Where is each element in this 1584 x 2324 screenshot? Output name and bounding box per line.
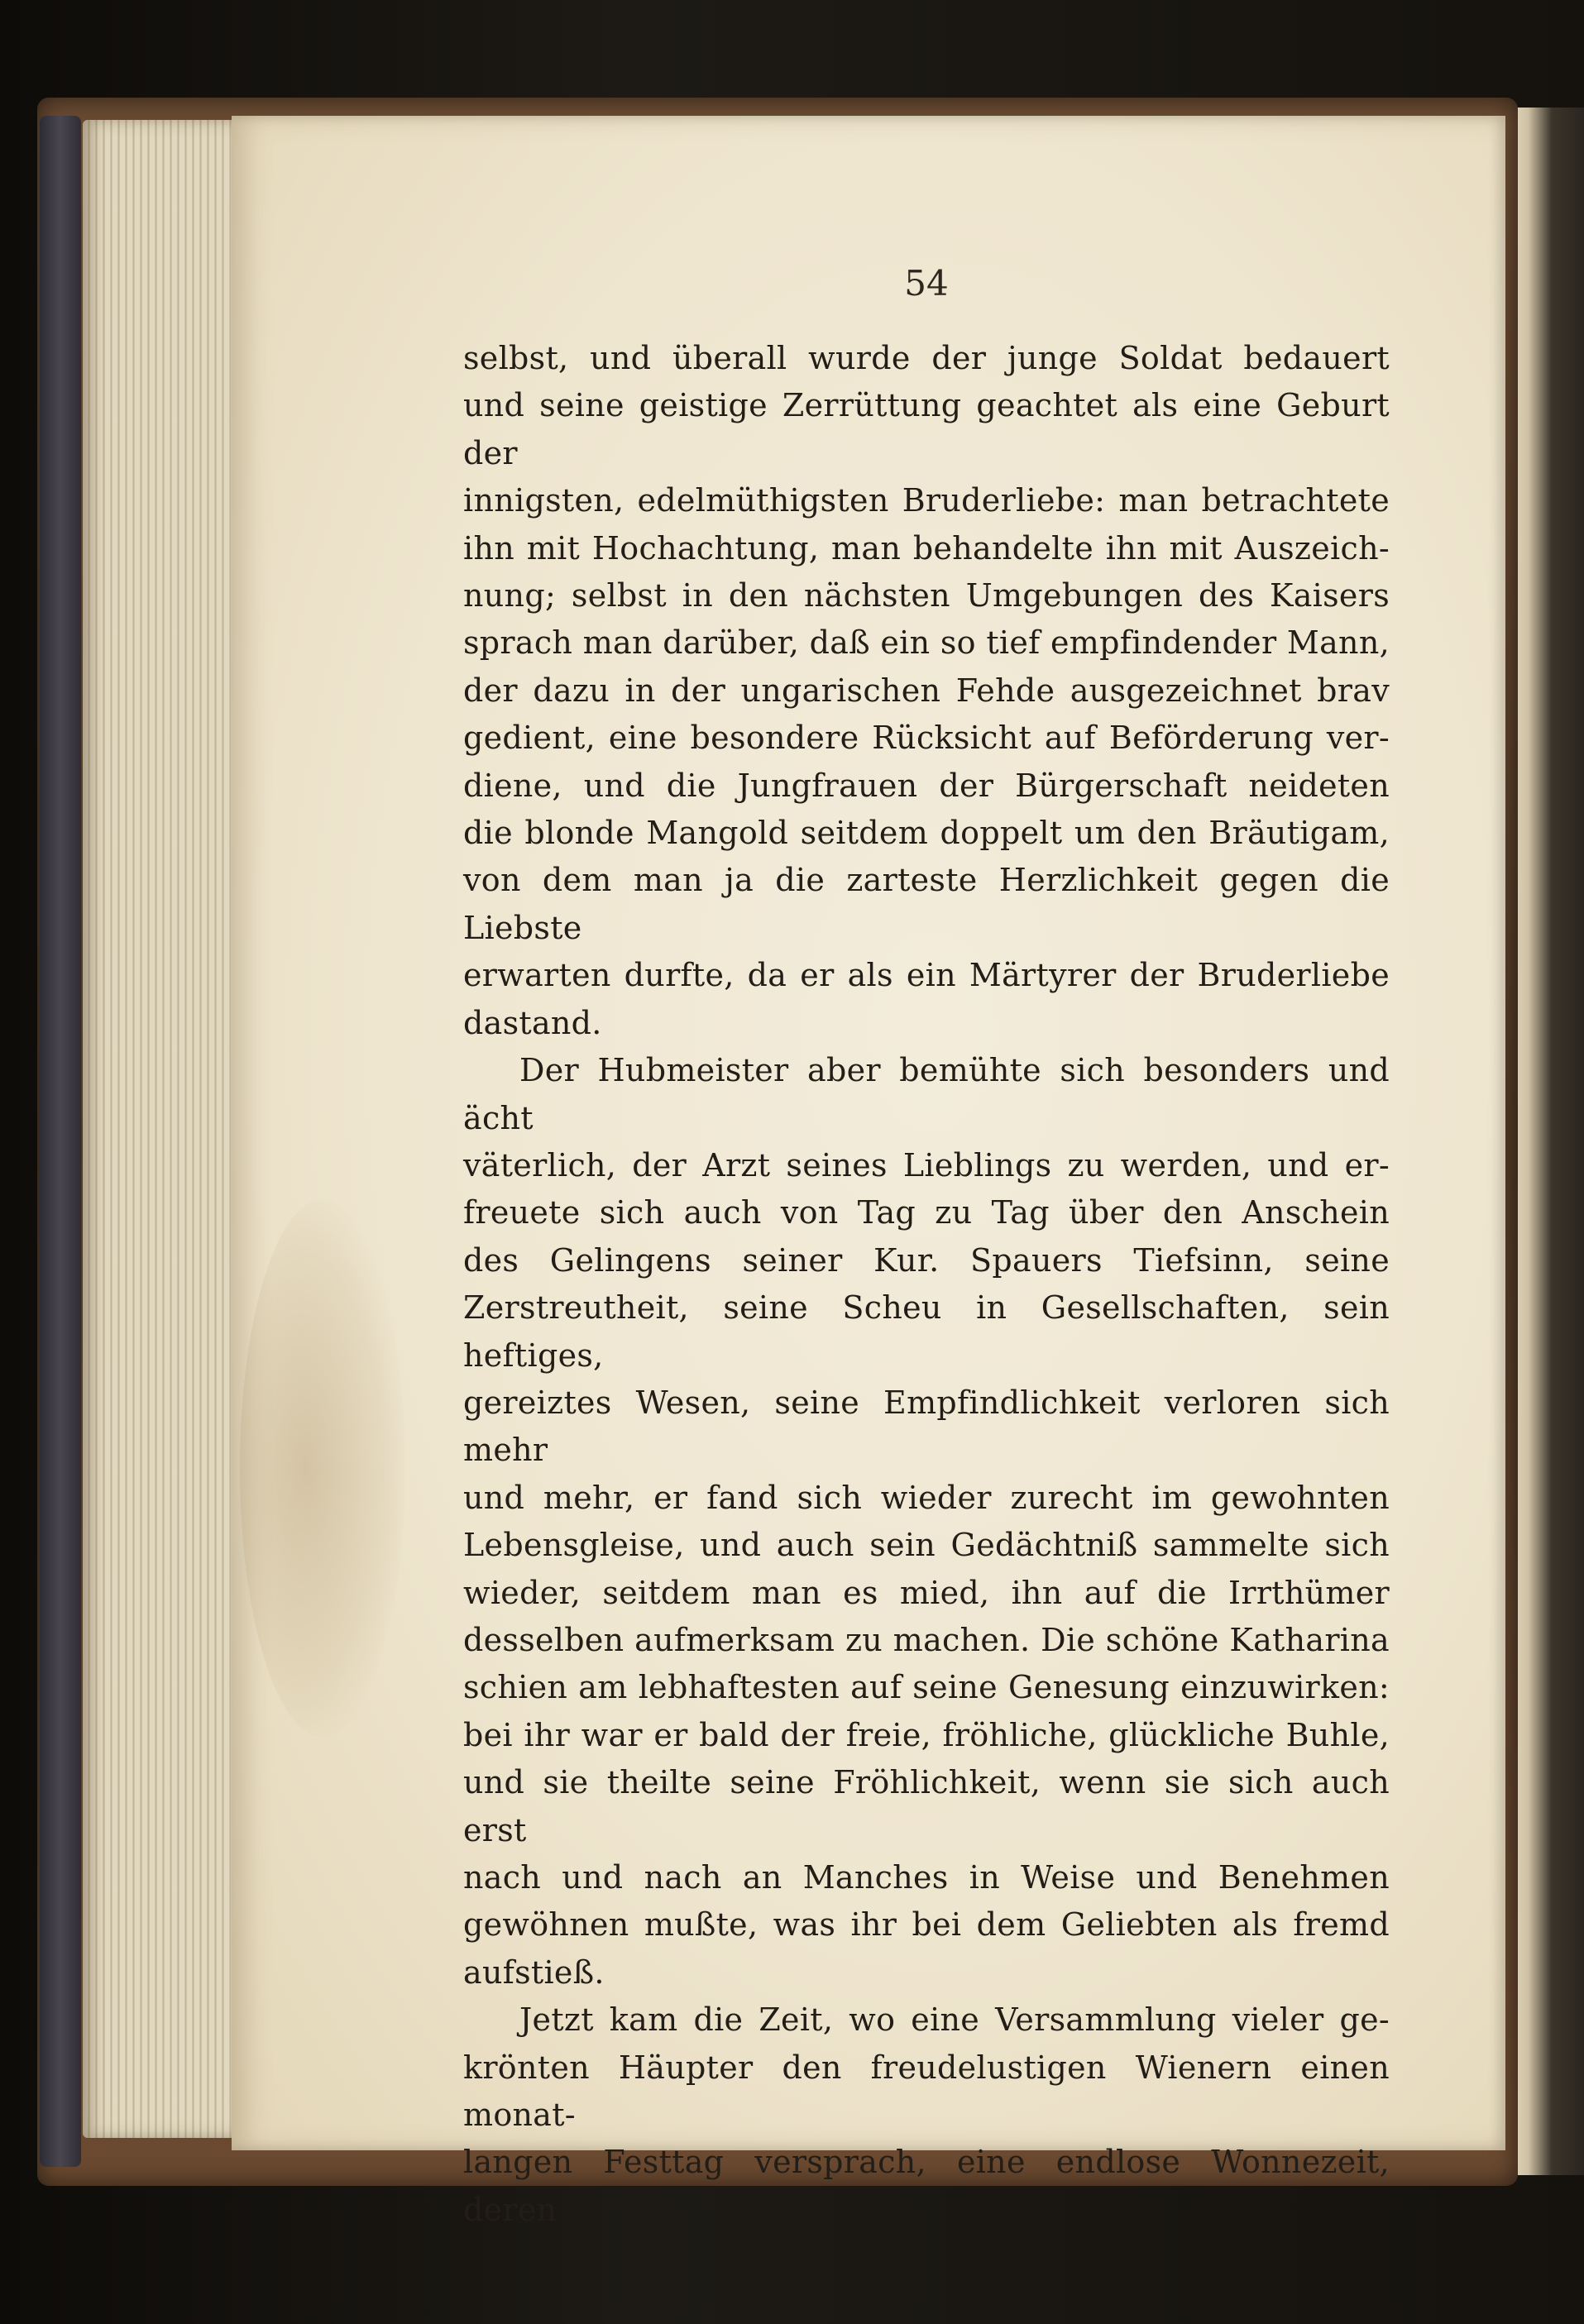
text-line: des Gelingens seiner Kur. Spauers Tiefsinn, seine	[463, 1241, 1390, 1279]
text-line: und sie theilte seine Fröhlichkeit, wenn sie sich auch erst	[463, 1764, 1390, 1848]
text-line: Lebensgleise, und auch sein Gedächtniß sammelte sich	[463, 1527, 1390, 1564]
page-stain	[240, 1199, 405, 1737]
text-line: sprach man darüber, daß ein so tief empfindender Mann,	[463, 624, 1390, 662]
page-number: 54	[904, 263, 949, 304]
text-line: ihn mit Hochachtung, man behandelte ihn mit Auszeich-	[463, 529, 1390, 567]
text-line: erwarten durfte, da er als ein Märtyrer der Bruderliebe	[463, 957, 1390, 994]
text-line: desselben aufmerksam zu machen. Die schöne Katharina	[463, 1621, 1390, 1658]
page-text	[463, 335, 1390, 2234]
text-line: langen Festtag versprach, eine endlose Wonnezeit, deren	[463, 2144, 1390, 2228]
text-line: freuete sich auch von Tag zu Tag über den Anschein	[463, 1194, 1390, 1231]
text-line: diene, und die Jungfrauen der Bürgerschaft neideten	[463, 767, 1390, 804]
text-line: gewöhnen mußte, was ihr bei dem Geliebten als fremd	[463, 1906, 1390, 1944]
text-line: Der Hubmeister aber bemühte sich besonders und ächt	[463, 1052, 1390, 1136]
text-line: bei ihr war er bald der freie, fröhliche, glückliche Buhle,	[463, 1716, 1390, 1753]
page-stack-edges	[83, 120, 240, 2138]
text-line: dastand.	[463, 1004, 602, 1041]
text-line: schien am lebhaftesten auf seine Genesung einzuwirken:	[463, 1669, 1390, 1706]
text-line: aufstieß.	[463, 1953, 605, 1991]
text-line: nach und nach an Manches in Weise und Benehmen	[463, 1859, 1390, 1896]
book-spine	[40, 116, 81, 2167]
text-line: selbst, und überall wurde der junge Soldat bedauert	[463, 340, 1390, 376]
text-line: die blonde Mangold seitdem doppelt um den Bräutigam,	[463, 815, 1390, 852]
text-line: väterlich, der Arzt seines Lieblings zu werden, und er-	[463, 1146, 1390, 1184]
text-line: der dazu in der ungarischen Fehde ausgezeichnet brav	[463, 672, 1390, 709]
text-line: krönten Häupter den freudelustigen Wienern einen monat-	[463, 2049, 1390, 2134]
text-line: und seine geistige Zerrüttung geachtet als eine Geburt der	[463, 387, 1390, 471]
text-line: gereiztes Wesen, seine Empfindlichkeit verloren sich mehr	[463, 1384, 1390, 1469]
text-line: wieder, seitdem man es mied, ihn auf die Irrthümer	[463, 1574, 1390, 1611]
text-line: Zerstreutheit, seine Scheu in Gesellschaften, sein heftiges,	[463, 1289, 1390, 1374]
text-line: gedient, eine besondere Rücksicht auf Beförderung ver-	[463, 720, 1390, 757]
text-line: nung; selbst in den nächsten Umgebungen des Kaisers	[463, 577, 1390, 614]
text-line: Jetzt kam die Zeit, wo eine Versammlung vieler ge-	[519, 2001, 1390, 2039]
text-line: und mehr, er fand sich wieder zurecht im gewohnten	[463, 1479, 1390, 1516]
text-line: innigsten, edelmüthigsten Bruderliebe: man betrachtete	[463, 482, 1390, 519]
text-line: von dem man ja die zarteste Herzlichkeit gegen die Liebste	[463, 862, 1390, 946]
